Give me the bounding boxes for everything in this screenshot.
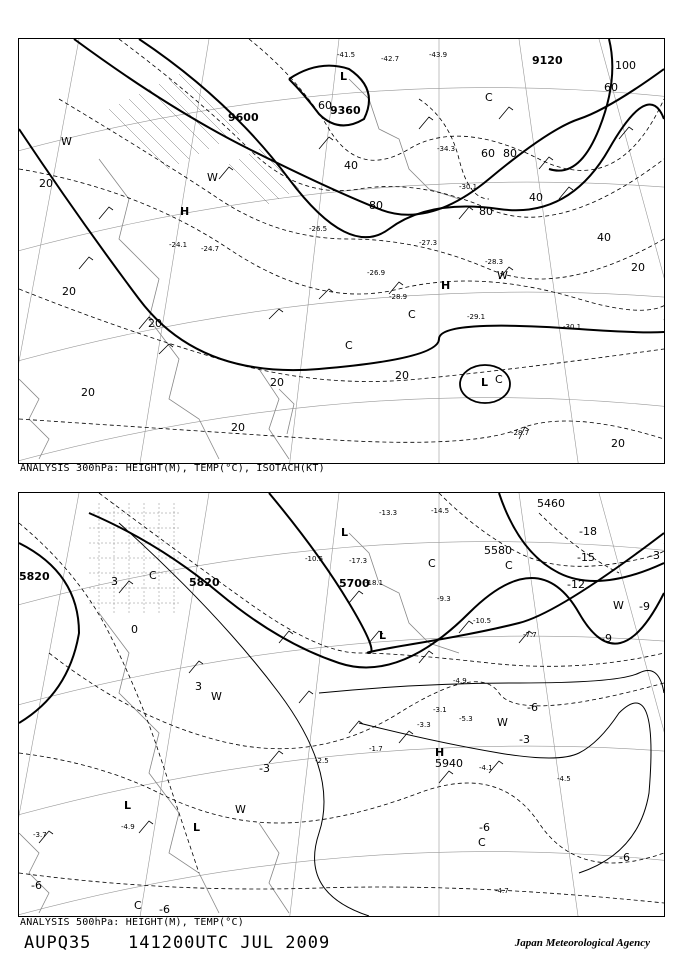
station-value: -18.1	[365, 579, 384, 587]
isotherm-label: -6	[31, 879, 42, 892]
isotherm-label: -9	[639, 600, 650, 613]
graticule	[19, 493, 664, 916]
isotach-label: 20	[611, 437, 625, 450]
isotherm-label: -6	[619, 851, 630, 864]
station-value: -42.7	[381, 55, 400, 63]
height-label-9600: 9600	[228, 111, 259, 124]
station-value: -29.1	[467, 313, 486, 321]
height-label-9120: 9120	[532, 54, 563, 67]
station-value: -4.9	[453, 677, 467, 685]
height-label-5820: 5820	[19, 570, 50, 583]
product-id: AUPQ35	[24, 933, 92, 953]
isotach-label: 20	[148, 317, 162, 330]
station-value: -43.9	[429, 51, 448, 59]
caption-300hpa: ANALYSIS 300hPa: HEIGHT(M), TEMP(°C), ISOTACH(KT)	[20, 463, 325, 474]
warm-center: W	[613, 599, 624, 612]
isotach-label: 60	[318, 99, 332, 112]
station-value: -2.5	[315, 757, 329, 765]
cold-center: C	[134, 899, 142, 912]
station-value: -9.3	[437, 595, 451, 603]
isotach-label: 20	[81, 386, 95, 399]
warm-center: W	[235, 803, 246, 816]
height-label-5580: 5580	[484, 544, 512, 557]
station-value: -28.7	[511, 429, 530, 437]
coastline	[19, 533, 459, 913]
station-value: -24.1	[169, 241, 188, 249]
isotach-label: 20	[62, 285, 76, 298]
isotach-label: 100	[615, 59, 636, 72]
station-value: -14.5	[431, 507, 450, 515]
cold-center: C	[485, 91, 493, 104]
map-300hpa-canvas	[19, 39, 664, 463]
wind-barbs	[79, 107, 633, 439]
station-value: -4.7	[495, 887, 509, 895]
isotherm-label: -15	[577, 551, 595, 564]
height-label-5700: 5700	[339, 577, 370, 590]
warm-center: W	[497, 716, 508, 729]
low-center: L	[341, 526, 349, 539]
isotach-label: 80	[503, 147, 517, 160]
isotach-label: 80	[369, 199, 383, 212]
isotherm-label: -3	[519, 733, 530, 746]
isotach-label: 20	[395, 369, 409, 382]
agency-name: Japan Meteorological Agency	[514, 937, 650, 949]
low-center: L	[193, 821, 201, 834]
station-value: -27.3	[419, 239, 438, 247]
isotach-label: 20	[631, 261, 645, 274]
station-value: -1.7	[369, 745, 383, 753]
isotach-label: 40	[529, 191, 543, 204]
station-value: -28.9	[389, 293, 408, 301]
station-value: -10.5	[473, 617, 492, 625]
cold-center: C	[478, 836, 486, 849]
isotach-label: 20	[39, 177, 53, 190]
cold-center: C	[345, 339, 353, 352]
station-value: -30.1	[459, 183, 478, 191]
warm-center: W	[207, 171, 218, 184]
isotherm-label: -12	[567, 578, 585, 591]
isotherm-label: -9	[601, 632, 612, 645]
coastline	[19, 79, 459, 459]
map-500hpa-canvas	[19, 493, 664, 916]
height-label-5940: 5940	[435, 757, 463, 770]
height-contours	[19, 39, 664, 370]
station-value: -4.5	[557, 775, 571, 783]
low-center: L	[481, 376, 489, 389]
isotherm-label: 3	[111, 575, 118, 588]
isotherm-label: 0	[131, 623, 138, 636]
height-label-5820: 5820	[189, 576, 220, 589]
station-value: -24.7	[201, 245, 220, 253]
caption-500hpa: ANALYSIS 500hPa: HEIGHT(M), TEMP(°C)	[20, 917, 244, 928]
low-center: L	[340, 70, 348, 83]
isotherm-label: 3	[195, 680, 202, 693]
height-label-9360: 9360	[330, 104, 361, 117]
station-value: -13.3	[379, 509, 398, 517]
station-value: -17.3	[349, 557, 368, 565]
graticule	[19, 39, 664, 463]
isotach-label: 40	[344, 159, 358, 172]
cold-center: C	[428, 557, 436, 570]
cold-center: C	[495, 373, 503, 386]
isotach-label: 80	[479, 205, 493, 218]
station-value: -3.3	[417, 721, 431, 729]
isotach-label: 60	[604, 81, 618, 94]
cold-center: C	[149, 569, 157, 582]
station-value: -4.1	[479, 764, 493, 772]
isotherm-label: -18	[579, 525, 597, 538]
station-value: -34.3	[437, 145, 456, 153]
isotach-label: 20	[270, 376, 284, 389]
isotach-label: 40	[597, 231, 611, 244]
cold-center: C	[505, 559, 513, 572]
isotherm-label: -6	[527, 701, 538, 714]
low-center: L	[379, 629, 387, 642]
low-center: L	[124, 799, 132, 812]
station-value: -3.7	[33, 831, 47, 839]
isotherm-label: -6	[479, 821, 490, 834]
map-300hpa	[18, 38, 665, 464]
station-value: -26.5	[309, 225, 328, 233]
warm-center: W	[211, 690, 222, 703]
valid-time: 141200UTC JUL 2009	[128, 933, 331, 953]
warm-center: W	[61, 135, 72, 148]
station-value: -28.3	[485, 258, 504, 266]
station-value: -7.7	[523, 631, 537, 639]
isotherm-label: -3	[259, 762, 270, 775]
map-500hpa	[18, 492, 665, 917]
station-value: -26.9	[367, 269, 386, 277]
isotherm-label: -3	[649, 549, 660, 562]
high-center: H	[180, 205, 190, 218]
isotach-label: 60	[481, 147, 495, 160]
isotherms	[19, 39, 664, 442]
station-value: -4.9	[121, 823, 135, 831]
wind-barbs	[39, 581, 533, 843]
isotherms	[19, 493, 664, 903]
warm-center: W	[497, 269, 508, 282]
station-value: -41.5	[337, 51, 356, 59]
isotach-label: 20	[231, 421, 245, 434]
station-value: -10.5	[305, 555, 324, 563]
high-center: H	[441, 279, 451, 292]
station-value: -3.1	[433, 706, 447, 714]
height-label-5460: 5460	[537, 497, 565, 510]
isotherm-label: -6	[159, 903, 170, 916]
station-value: -30.1	[563, 323, 582, 331]
high-center: H	[435, 746, 445, 759]
cold-center: C	[408, 308, 416, 321]
hatching	[109, 74, 299, 204]
station-value: -5.3	[459, 715, 473, 723]
